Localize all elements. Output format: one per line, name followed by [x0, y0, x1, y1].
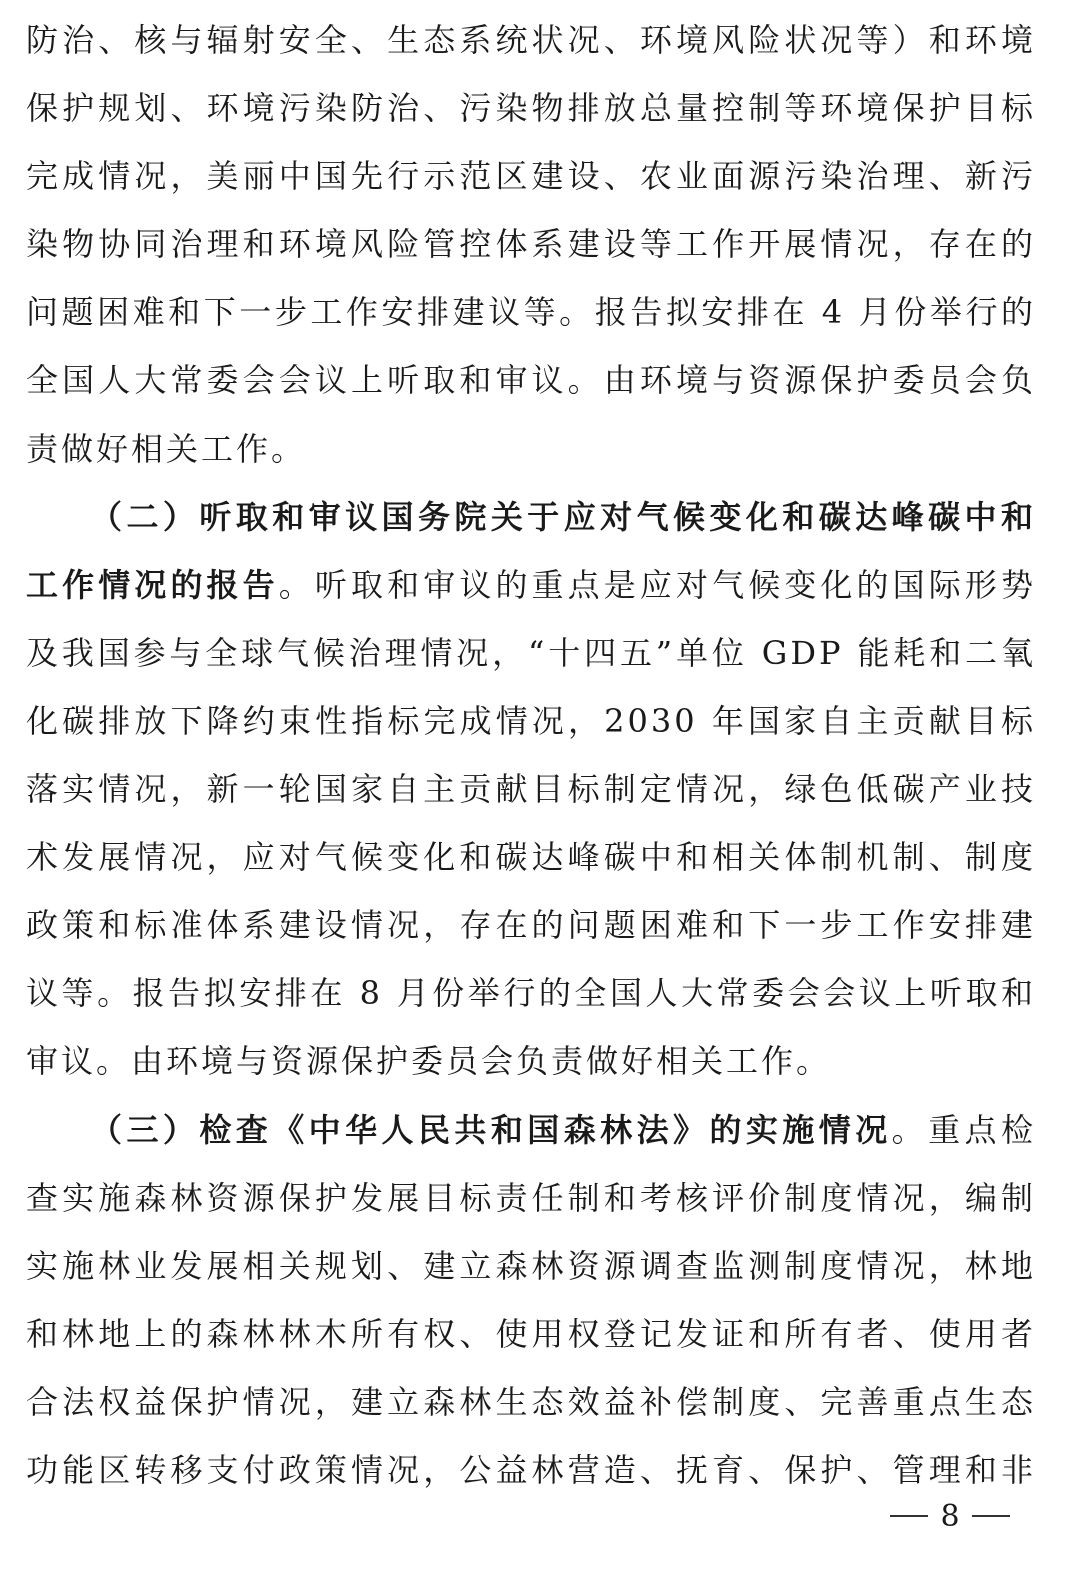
line-text: 功能区转移支付政策情况，公益林营造、抚育、保护、管理和非 [26, 1450, 1036, 1489]
text-line [26, 6, 1036, 74]
line-text: 术发展情况，应对气候变化和碳达峰碳中和相关体制机制、制度 [26, 838, 1036, 877]
line-text: 议等。报告拟安排在 8 月份举行的全国人大常委会会议上听取和 [26, 974, 1036, 1013]
line-text: 。听取和审议的重点是应对气候变化的国际形势 [278, 565, 1036, 604]
bold-heading-text: （三）检查《中华人民共和国森林法》的实施情况 [90, 1110, 892, 1149]
right-dash [972, 1515, 1010, 1517]
text-line [26, 687, 1036, 755]
text-line [26, 755, 1036, 823]
line-text: 审议。由环境与资源保护委员会负责做好相关工作。 [26, 1042, 832, 1081]
text-line [26, 959, 1036, 1027]
text-line [26, 142, 1036, 210]
line-text: 问题困难和下一步工作安排建议等。报告拟安排在 4 月份举行的 [26, 293, 1036, 332]
text-line [26, 210, 1036, 278]
line-text: 保护规划、环境污染防治、污染物排放总量控制等环境保护目标 [26, 89, 1036, 128]
text-line [26, 1436, 1036, 1504]
line-text: 查实施森林资源保护发展目标责任制和考核评价制度情况，编制 [26, 1178, 1036, 1217]
text-line [26, 823, 1036, 891]
text-line [26, 74, 1036, 142]
line-text: 及我国参与全球气候治理情况，“十四五”单位 GDP 能耗和二氧 [26, 633, 1036, 672]
left-dash [890, 1515, 928, 1517]
text-line [26, 415, 1036, 483]
text-line [26, 551, 1036, 619]
text-line [26, 1096, 1036, 1164]
text-line [26, 1300, 1036, 1368]
text-line [26, 891, 1036, 959]
text-line [26, 483, 1036, 551]
text-line [26, 1164, 1036, 1232]
line-text: 和林地上的森林林木所有权、使用权登记发证和所有者、使用者 [26, 1314, 1036, 1353]
text-line [26, 1368, 1036, 1436]
line-text: 责做好相关工作。 [26, 429, 307, 468]
text-line [26, 278, 1036, 346]
text-line [26, 346, 1036, 414]
text-line [26, 1232, 1036, 1300]
page-number: 8 [940, 1498, 960, 1534]
line-text: 政策和标准体系建设情况，存在的问题困难和下一步工作安排建 [26, 906, 1036, 945]
body-text [26, 6, 1036, 1504]
line-text: 落实情况，新一轮国家自主贡献目标制定情况，绿色低碳产业技 [26, 770, 1036, 809]
bold-heading-text: （二）听取和审议国务院关于应对气候变化和碳达峰碳中和 [90, 497, 1036, 536]
text-line [26, 1027, 1036, 1095]
line-text: 。重点检 [891, 1110, 1036, 1149]
line-text: 合法权益保护情况，建立森林生态效益补偿制度、完善重点生态 [26, 1382, 1036, 1421]
line-text: 全国人大常委会会议上听取和审议。由环境与资源保护委员会负 [26, 361, 1036, 400]
line-text: 化碳排放下降约束性指标完成情况，2030 年国家自主贡献目标 [26, 701, 1036, 740]
line-text: 染物协同治理和环境风险管控体系建设等工作开展情况，存在的 [26, 225, 1036, 264]
line-text: 防治、核与辐射安全、生态系统状况、环境风险状况等）和环境 [26, 21, 1036, 59]
line-text: 实施林业发展相关规划、建立森林资源调查监测制度情况，林地 [26, 1246, 1036, 1285]
line-text: 完成情况，美丽中国先行示范区建设、农业面源污染治理、新污 [26, 157, 1036, 196]
bold-heading-text: 工作情况的报告 [26, 565, 279, 604]
page-number-footer [870, 1496, 1030, 1536]
text-line [26, 619, 1036, 687]
